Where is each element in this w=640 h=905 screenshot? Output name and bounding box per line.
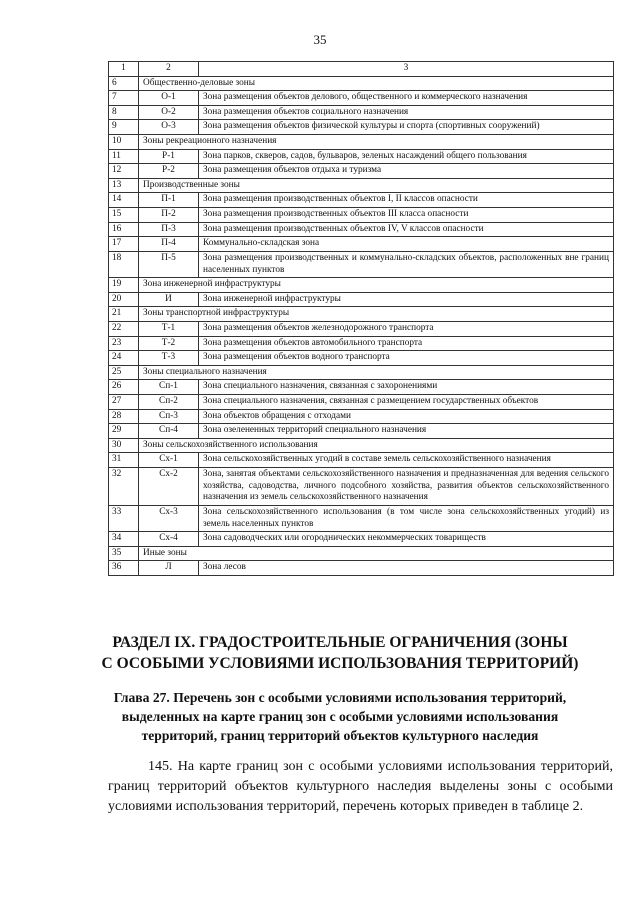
table-row (109, 380, 614, 395)
zone-name-cell: Зона парков, скверов, садов, бульваров, зеленых насаждений общего пользования (199, 149, 614, 164)
zone-group-cell: Зоны сельскохозяйственного использования (139, 438, 614, 453)
zone-code-cell: Сп-2 (139, 395, 199, 410)
row-number-cell: 20 (109, 292, 139, 307)
zone-name-cell: Зона размещения производственных и коммунально-складских объектов, расположенных вне границ населенных пунктов (199, 251, 614, 277)
zone-name-cell: Зона озелененных территорий специального назначения (199, 424, 614, 439)
table-row (109, 251, 614, 277)
zone-code-cell: П-1 (139, 193, 199, 208)
zone-code-cell: Р-1 (139, 149, 199, 164)
row-number-cell: 32 (109, 468, 139, 506)
table-row (109, 468, 614, 506)
row-number-cell: 35 (109, 546, 139, 561)
table-group-row (109, 307, 614, 322)
zone-name-cell: Зона размещения объектов железнодорожного транспорта (199, 321, 614, 336)
table-row (109, 409, 614, 424)
row-number-cell: 12 (109, 164, 139, 179)
chapter-title-line: выделенных на карте границ зон с особыми условиями использования (121, 709, 559, 724)
table-row (109, 395, 614, 410)
zone-code-cell: О-3 (139, 120, 199, 135)
section-title-line: С ОСОБЫМИ УСЛОВИЯМИ ИСПОЛЬЗОВАНИЯ ТЕРРИТОРИЙ) (101, 655, 579, 672)
zone-code-cell: Сп-1 (139, 380, 199, 395)
row-number-cell: 7 (109, 91, 139, 106)
row-number-cell: 29 (109, 424, 139, 439)
zone-name-cell: Зона размещения объектов делового, общественного и коммерческого назначения (199, 91, 614, 106)
section-title (40, 632, 640, 674)
zone-code-cell: Т-2 (139, 336, 199, 351)
row-number-cell: 19 (109, 278, 139, 293)
table-header-row (109, 62, 614, 77)
table-group-row (109, 546, 614, 561)
row-number-cell: 24 (109, 351, 139, 366)
zone-group-cell: Зоны рекреационного назначения (139, 135, 614, 150)
row-number-cell: 18 (109, 251, 139, 277)
row-number-cell: 8 (109, 105, 139, 120)
zone-code-cell: Сп-3 (139, 409, 199, 424)
zone-name-cell: Зона объектов обращения с отходами (199, 409, 614, 424)
row-number-cell: 34 (109, 532, 139, 547)
zone-code-cell: Сх-4 (139, 532, 199, 547)
table-group-row (109, 76, 614, 91)
zone-group-cell: Зоны специального назначения (139, 365, 614, 380)
zone-name-cell: Зона специального назначения, связанная с захоронениями (199, 380, 614, 395)
row-number-cell: 33 (109, 505, 139, 531)
chapter-title-line: территорий, границ территорий объектов культурного наследия (141, 728, 539, 743)
table-group-row (109, 178, 614, 193)
row-number-cell: 25 (109, 365, 139, 380)
table-group-row (109, 438, 614, 453)
zone-name-cell: Зона размещения объектов водного транспорта (199, 351, 614, 366)
row-number-cell: 30 (109, 438, 139, 453)
chapter-title (40, 688, 640, 745)
table-row (109, 453, 614, 468)
table-row (109, 424, 614, 439)
table-row (109, 532, 614, 547)
row-number-cell: 13 (109, 178, 139, 193)
zone-code-cell: Р-2 (139, 164, 199, 179)
zone-name-cell: Зона размещения объектов социального назначения (199, 105, 614, 120)
table-group-row (109, 278, 614, 293)
body-paragraph: 145. На карте границ зон с особыми условиями использования территорий, границ территорий объектов культурного наследия выделены зоны с особыми условиями использования территорий, перечень которых приведен в таблице 2. (108, 759, 613, 814)
header-cell: 3 (199, 62, 614, 77)
table-row (109, 193, 614, 208)
row-number-cell: 17 (109, 237, 139, 252)
zone-name-cell: Зона специального назначения, связанная с размещением государственных объектов (199, 395, 614, 410)
zone-name-cell: Зона садоводческих или огороднических некоммерческих товариществ (199, 532, 614, 547)
zone-name-cell: Зона размещения объектов физической культуры и спорта (спортивных сооружений) (199, 120, 614, 135)
zone-name-cell: Зона размещения производственных объектов III класса опасности (199, 208, 614, 223)
zone-code-cell: П-3 (139, 222, 199, 237)
chapter-title-line: Глава 27. Перечень зон с особыми условиями использования территорий, (113, 690, 567, 705)
zone-code-cell: Сх-2 (139, 468, 199, 506)
row-number-cell: 21 (109, 307, 139, 322)
zone-code-cell: О-1 (139, 91, 199, 106)
zone-name-cell: Зона инженерной инфраструктуры (199, 292, 614, 307)
row-number-cell: 26 (109, 380, 139, 395)
zone-code-cell: Т-1 (139, 321, 199, 336)
table-row (109, 237, 614, 252)
zone-code-cell: Сп-4 (139, 424, 199, 439)
row-number-cell: 14 (109, 193, 139, 208)
table-row (109, 149, 614, 164)
section-title-line: РАЗДЕЛ IX. ГРАДОСТРОИТЕЛЬНЫЕ ОГРАНИЧЕНИЯ (ЗОНЫ (112, 634, 568, 651)
row-number-cell: 15 (109, 208, 139, 223)
row-number-cell: 10 (109, 135, 139, 150)
row-number-cell: 23 (109, 336, 139, 351)
table-row (109, 120, 614, 135)
table-row (109, 91, 614, 106)
zone-name-cell: Зона сельскохозяйственного использования (в том числе зона сельскохозяйственных угодий) из земель населенных пунктов (199, 505, 614, 531)
page-number: 35 (313, 32, 327, 47)
row-number-cell: 28 (109, 409, 139, 424)
header-cell: 2 (139, 62, 199, 77)
table-row (109, 561, 614, 576)
row-number-cell: 6 (109, 76, 139, 91)
table-row (109, 292, 614, 307)
row-number-cell: 11 (109, 149, 139, 164)
zone-name-cell: Зона размещения производственных объектов I, II классов опасности (199, 193, 614, 208)
table-group-row (109, 135, 614, 150)
table-row (109, 321, 614, 336)
row-number-cell: 31 (109, 453, 139, 468)
header-cell: 1 (109, 62, 139, 77)
zone-name-cell: Зона размещения объектов автомобильного транспорта (199, 336, 614, 351)
table-row (109, 336, 614, 351)
zone-code-cell: П-5 (139, 251, 199, 277)
table-row (109, 164, 614, 179)
zone-code-cell: О-2 (139, 105, 199, 120)
zone-code-cell: П-2 (139, 208, 199, 223)
table-row (109, 505, 614, 531)
zone-code-cell: Сх-1 (139, 453, 199, 468)
zone-code-cell: Т-3 (139, 351, 199, 366)
zone-code-cell: Л (139, 561, 199, 576)
zone-code-cell: Сх-3 (139, 505, 199, 531)
zones-table-body (109, 76, 614, 575)
row-number-cell: 9 (109, 120, 139, 135)
zone-name-cell: Зона размещения производственных объектов IV, V классов опасности (199, 222, 614, 237)
row-number-cell: 27 (109, 395, 139, 410)
zone-name-cell: Коммунально-складская зона (199, 237, 614, 252)
zone-name-cell: Зона сельскохозяйственных угодий в составе земель сельскохозяйственного назначения (199, 453, 614, 468)
zone-group-cell: Зона инженерной инфраструктуры (139, 278, 614, 293)
row-number-cell: 16 (109, 222, 139, 237)
row-number-cell: 36 (109, 561, 139, 576)
table-group-row (109, 365, 614, 380)
zone-code-cell: П-4 (139, 237, 199, 252)
zone-group-cell: Зоны транспортной инфраструктуры (139, 307, 614, 322)
table-row (109, 222, 614, 237)
zone-name-cell: Зона размещения объектов отдыха и туризма (199, 164, 614, 179)
zones-table (108, 61, 614, 576)
zone-group-cell: Производственные зоны (139, 178, 614, 193)
row-number-cell: 22 (109, 321, 139, 336)
table-row (109, 208, 614, 223)
table-row (109, 105, 614, 120)
zone-name-cell: Зона, занятая объектами сельскохозяйственного назначения и предназначенная для ведения сельского хозяйства, садоводства, личного подсобного хозяйства, развития объектов сельскохозяйственного назначения из земель сельскохозяйственного назначения (199, 468, 614, 506)
zone-group-cell: Иные зоны (139, 546, 614, 561)
zone-name-cell: Зона лесов (199, 561, 614, 576)
zone-code-cell: И (139, 292, 199, 307)
zone-group-cell: Общественно-деловые зоны (139, 76, 614, 91)
table-row (109, 351, 614, 366)
